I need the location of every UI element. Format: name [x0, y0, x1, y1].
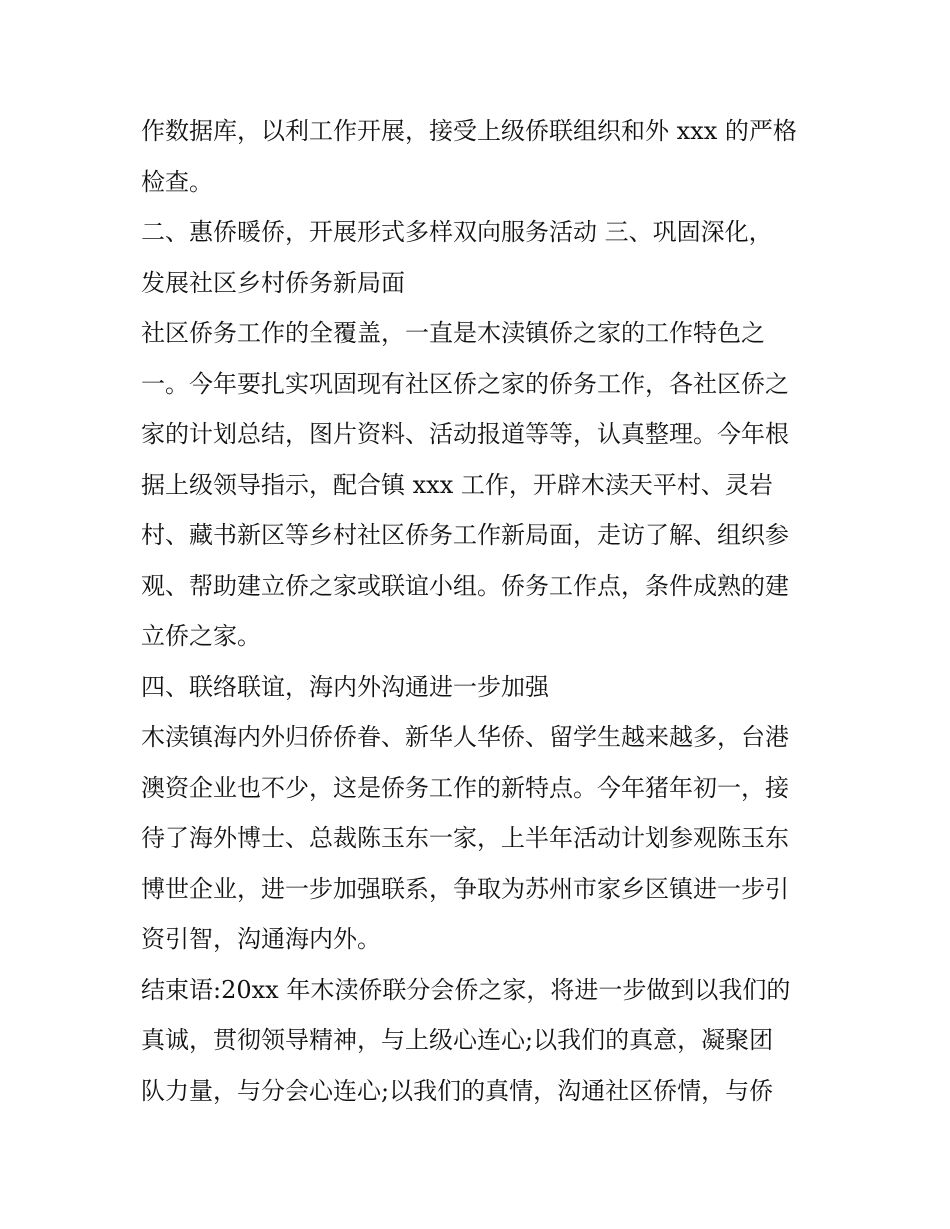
- text-line: 资引智，沟通海内外。: [141, 925, 381, 953]
- conclusion-line: 结束语:20xx 年木渎侨联分会侨之家，将进一步做到以我们的: [141, 975, 791, 1004]
- text-line: 村、藏书新区等乡村社区侨务工作新局面，走访了解、组织参: [141, 521, 789, 549]
- text-line: 家的计划总结，图片资料、活动报道等等，认真整理。今年根: [141, 420, 789, 448]
- text-line: 观、帮助建立侨之家或联谊小组。侨务工作点，条件成熟的建: [141, 571, 789, 600]
- text-line: 一。今年要扎实巩固现有社区侨之家的侨务工作，各社区侨之: [141, 369, 789, 398]
- text-line: 澳资企业也不少，这是侨务工作的新特点。今年猪年初一，接: [141, 773, 789, 802]
- text-line: 据上级领导指示，配合镇 xxx 工作，开辟木渎天平村、灵岩: [141, 470, 773, 499]
- conclusion-line: 真诚，贯彻领导精神，与上级心连心;以我们的真意，凝聚团: [141, 1026, 774, 1054]
- text-line: 立侨之家。: [141, 622, 261, 650]
- text-line: 检查。: [141, 167, 213, 196]
- text-line: 木渎镇海内外归侨侨眷、新华人华侨、留学生越来越多，台港: [141, 723, 789, 751]
- text-line: 作数据库，以利工作开展，接受上级侨联组织和外 xxx 的严格: [141, 117, 797, 145]
- section-heading: 四、联络联谊，海内外沟通进一步加强: [141, 672, 549, 701]
- text-line: 待了海外博士、总裁陈玉东一家，上半年活动计划参观陈玉东: [141, 824, 789, 852]
- text-line: 博世企业，进一步加强联系，争取为苏州市家乡区镇进一步引: [141, 874, 789, 903]
- text-line: 社区侨务工作的全覆盖，一直是木渎镇侨之家的工作特色之: [141, 319, 765, 347]
- conclusion-line: 队力量，与分会心连心;以我们的真情，沟通社区侨情，与侨: [141, 1076, 774, 1105]
- section-heading: 发展社区乡村侨务新局面: [141, 268, 405, 297]
- section-heading: 二、惠侨暖侨，开展形式多样双向服务活动 三、巩固深化，: [141, 218, 773, 246]
- document-body: [141, 106, 821, 1116]
